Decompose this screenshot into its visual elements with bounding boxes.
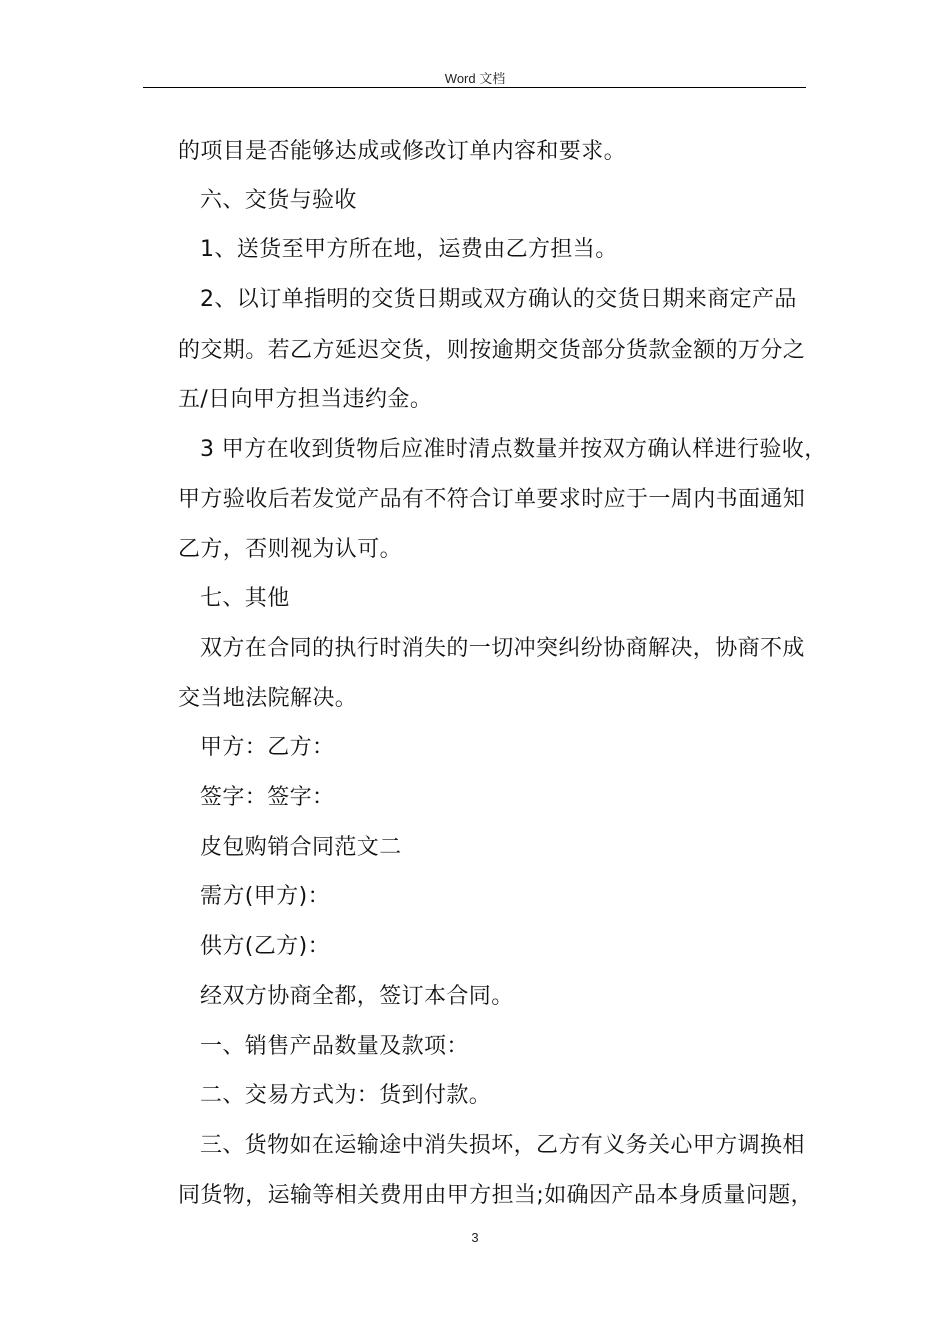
body-line: 2、以订单指明的交货日期或双方确认的交货日期来商定产品 [200, 287, 797, 312]
section-heading: 三、货物如在运输途中消失损坏，乙方有义务关心甲方调换相 [200, 1133, 805, 1158]
section-heading: 二、交易方式为：货到付款。 [200, 1083, 492, 1108]
body-line: 同货物，运输等相关费用由甲方担当;如确因产品本身质量问题， [178, 1183, 814, 1208]
page-header-title: Word 文档 [444, 71, 506, 86]
signature-party-line: 甲方：乙方： [200, 735, 335, 760]
party-line: 需方(甲方)： [200, 884, 330, 909]
body-line: 双方在合同的执行时消失的一切冲突纠纷协商解决，协商不成 [200, 636, 805, 661]
document-subtitle: 皮包购销合同范文二 [200, 835, 402, 860]
section-heading: 六、交货与验收 [200, 188, 357, 213]
section-heading: 一、销售产品数量及款项： [200, 1034, 469, 1059]
body-line: 1、送货至甲方所在地，运费由乙方担当。 [200, 237, 618, 262]
body-line: 经双方协商全都，签订本合同。 [200, 984, 514, 1009]
section-heading: 七、其他 [200, 586, 290, 611]
signature-line: 签字：签字： [200, 785, 335, 810]
body-line: 的项目是否能够达成或修改订单内容和要求。 [178, 139, 627, 164]
body-line: 交当地法院解决。 [178, 686, 358, 711]
body-line: 五/日向甲方担当违约金。 [178, 387, 433, 412]
body-line: 3 甲方在收到货物后应准时清点数量并按双方确认样进行验收， [200, 437, 827, 462]
body-line: 乙方，否则视为认可。 [178, 537, 403, 562]
party-line: 供方(乙方)： [200, 934, 330, 959]
body-line: 甲方验收后若发觉产品有不符合订单要求时应于一周内书面通知 [178, 487, 806, 512]
page-number: 3 [471, 1230, 479, 1245]
header-divider [143, 87, 806, 88]
body-line: 的交期。若乙方延迟交货，则按逾期交货部分货款金额的万分之 [178, 338, 806, 363]
